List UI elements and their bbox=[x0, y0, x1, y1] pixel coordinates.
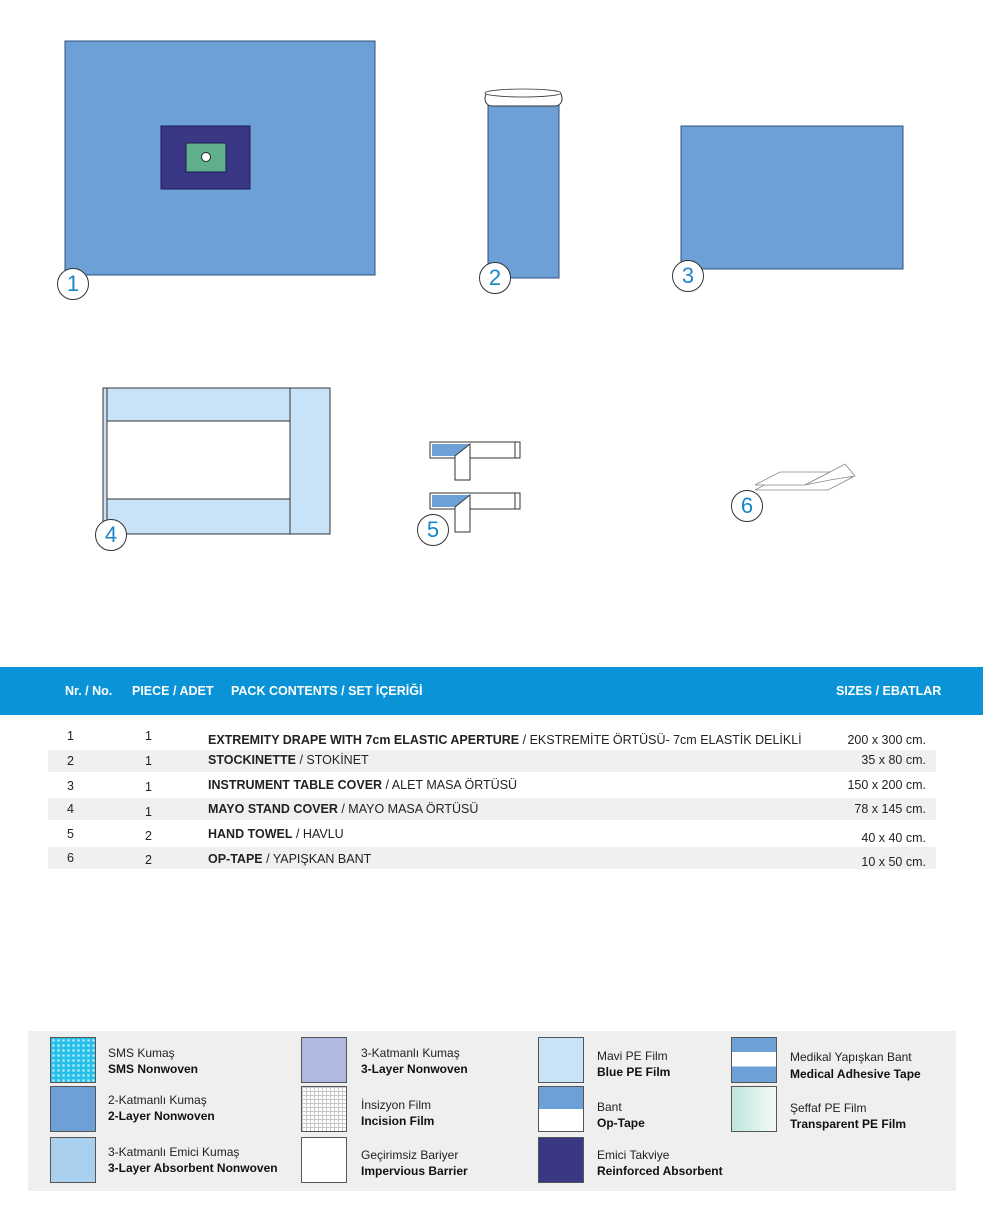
stockinette-illustration bbox=[485, 89, 562, 278]
legend-label-en: SMS Nonwoven bbox=[108, 1062, 199, 1076]
two-layer-nonwoven-swatch bbox=[50, 1086, 96, 1132]
row-size: 150 x 200 cm. bbox=[847, 778, 926, 792]
table-row bbox=[48, 729, 936, 751]
medical-adhesive-tape-swatch bbox=[731, 1037, 777, 1083]
table-row bbox=[48, 798, 936, 820]
row-size: 35 x 80 cm. bbox=[861, 753, 926, 767]
op-tape-illustration bbox=[755, 464, 855, 490]
row-no: 4 bbox=[67, 802, 74, 816]
table-row bbox=[48, 750, 936, 772]
row-name-tr: / MAYO MASA ÖRTÜSÜ bbox=[337, 802, 479, 816]
legend-label-en: Transparent PE Film bbox=[790, 1117, 907, 1131]
legend-label-en: Reinforced Absorbent bbox=[597, 1164, 723, 1178]
legend-label-tr: SMS Kumaş bbox=[108, 1046, 175, 1060]
legend-label-tr: Mavi PE Film bbox=[597, 1049, 668, 1063]
row-name-en: OP-TAPE bbox=[208, 852, 263, 866]
item-number-4: 4 bbox=[95, 519, 127, 551]
row-piece: 2 bbox=[145, 829, 152, 843]
incision-film-swatch bbox=[301, 1086, 347, 1132]
item-number-1: 1 bbox=[57, 268, 89, 300]
op-tape-swatch bbox=[538, 1086, 584, 1132]
row-name-tr: / HAVLU bbox=[292, 827, 344, 841]
row-piece: 2 bbox=[145, 853, 152, 867]
sms-nonwoven-swatch bbox=[50, 1037, 96, 1083]
table-row bbox=[48, 823, 936, 845]
row-no: 6 bbox=[67, 851, 74, 865]
legend-label-tr: Bant bbox=[597, 1100, 622, 1114]
legend-label-en: 3-Layer Nonwoven bbox=[361, 1062, 468, 1076]
item-number-5: 5 bbox=[417, 514, 449, 546]
mayo-stand-cover-illustration bbox=[103, 388, 330, 534]
row-name-tr: / ALET MASA ÖRTÜSÜ bbox=[382, 778, 518, 792]
header-no: Nr. / No. bbox=[65, 684, 113, 698]
row-piece: 1 bbox=[145, 805, 152, 819]
row-size: 200 x 300 cm. bbox=[847, 733, 926, 747]
legend-label-en: Blue PE Film bbox=[597, 1065, 671, 1079]
legend-label-en: 3-Layer Absorbent Nonwoven bbox=[108, 1161, 278, 1175]
row-name-en: HAND TOWEL bbox=[208, 827, 293, 841]
row-piece: 1 bbox=[145, 729, 152, 743]
legend-label-tr: 3-Katmanlı Emici Kumaş bbox=[108, 1145, 240, 1159]
transparent-pe-film-swatch bbox=[731, 1086, 777, 1132]
header-piece: PIECE / ADET bbox=[132, 684, 214, 698]
legend-label-tr: Emici Takviye bbox=[597, 1148, 670, 1162]
row-no: 1 bbox=[67, 729, 74, 743]
legend-label-en: 2-Layer Nonwoven bbox=[108, 1109, 215, 1123]
row-name-tr: / EKSTREMİTE ÖRTÜSÜ- 7cm ELASTİK DELİKLİ bbox=[519, 733, 802, 747]
legend-label-tr: İnsizyon Film bbox=[361, 1098, 432, 1112]
impervious-barrier-swatch bbox=[301, 1137, 347, 1183]
legend-label-en: Impervious Barrier bbox=[361, 1164, 468, 1178]
three-layer-nonwoven-swatch bbox=[301, 1037, 347, 1083]
blue-pe-film-swatch bbox=[538, 1037, 584, 1083]
row-piece: 1 bbox=[145, 754, 152, 768]
item-number-6: 6 bbox=[731, 490, 763, 522]
absorbent-nonwoven-swatch bbox=[50, 1137, 96, 1183]
legend-label-tr: Geçirimsiz Bariyer bbox=[361, 1148, 459, 1162]
row-name-en: INSTRUMENT TABLE COVER bbox=[208, 778, 383, 792]
reinforced-absorbent-swatch bbox=[538, 1137, 584, 1183]
table-row bbox=[48, 775, 936, 797]
material-legend bbox=[28, 1031, 956, 1191]
row-no: 5 bbox=[67, 827, 74, 841]
row-size: 40 x 40 cm. bbox=[861, 831, 926, 845]
item-number-3: 3 bbox=[672, 260, 704, 292]
row-no: 3 bbox=[67, 779, 74, 793]
row-size: 10 x 50 cm. bbox=[861, 855, 926, 869]
product-illustrations bbox=[0, 0, 1000, 600]
header-contents: PACK CONTENTS / SET İÇERİĞİ bbox=[231, 684, 423, 698]
header-sizes: SIZES / EBATLAR bbox=[836, 684, 942, 698]
row-name-tr: / STOKİNET bbox=[295, 753, 369, 767]
item-number-2: 2 bbox=[479, 262, 511, 294]
legend-label-en: Incision Film bbox=[361, 1114, 435, 1128]
extremity-drape-illustration bbox=[65, 41, 375, 275]
row-name-tr: / YAPIŞKAN BANT bbox=[262, 852, 372, 866]
row-name-en: MAYO STAND COVER bbox=[208, 802, 338, 816]
row-piece: 1 bbox=[145, 780, 152, 794]
legend-label-tr: Medikal Yapışkan Bant bbox=[790, 1050, 912, 1064]
table-header bbox=[0, 667, 983, 715]
legend-label-tr: Şeffaf PE Film bbox=[790, 1101, 867, 1115]
table-row bbox=[48, 847, 936, 869]
row-name-en: EXTREMITY DRAPE WITH 7cm ELASTIC APERTURE bbox=[208, 733, 520, 747]
legend-label-tr: 3-Katmanlı Kumaş bbox=[361, 1046, 460, 1060]
legend-label-en: Op-Tape bbox=[597, 1116, 645, 1130]
legend-label-en: Medical Adhesive Tape bbox=[790, 1067, 921, 1081]
legend-label-tr: 2-Katmanlı Kumaş bbox=[108, 1093, 207, 1107]
row-size: 78 x 145 cm. bbox=[854, 802, 926, 816]
row-no: 2 bbox=[67, 754, 74, 768]
row-name-en: STOCKINETTE bbox=[208, 753, 296, 767]
table-cover-illustration bbox=[681, 126, 903, 269]
